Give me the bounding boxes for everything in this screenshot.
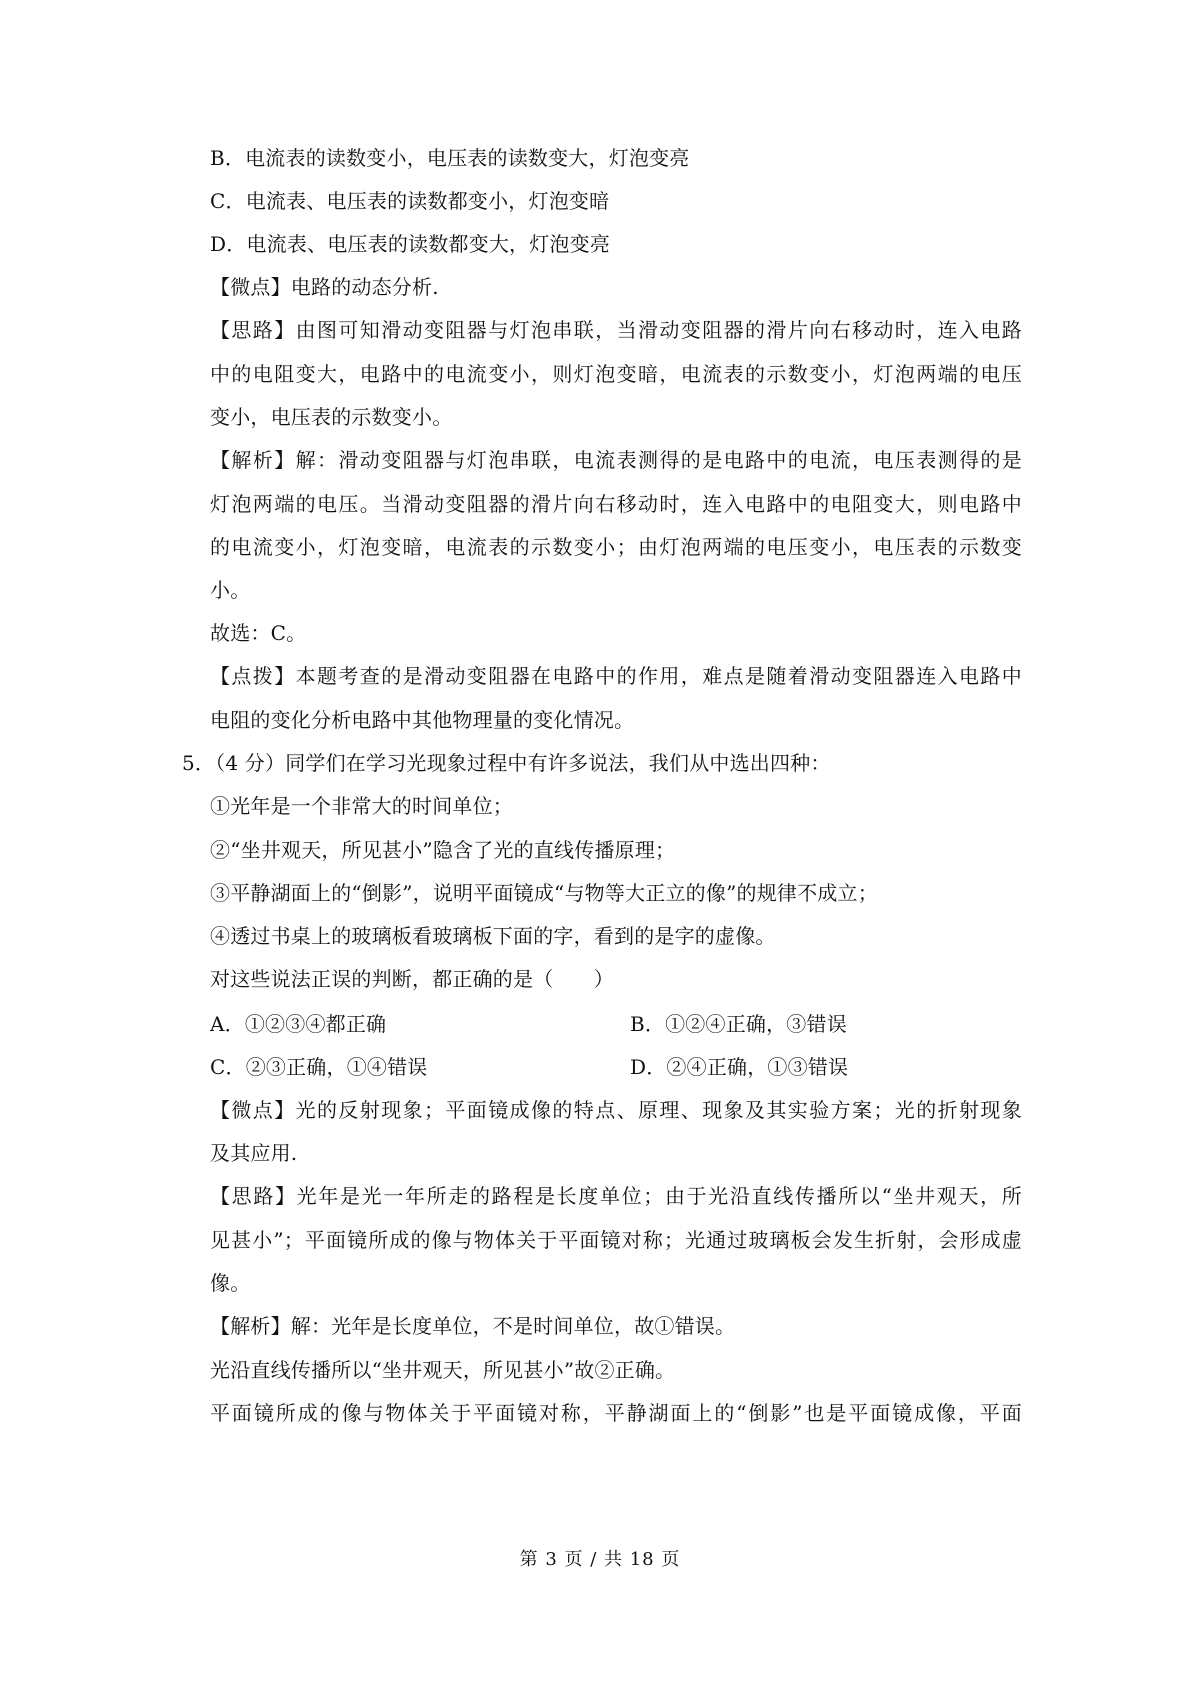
q5-analysis-line-2: 光沿直线传播所以“坐井观天，所见甚小”故②正确。 <box>210 1358 676 1382</box>
q5-approach-line-3: 像。 <box>210 1271 251 1295</box>
statement-1: ①光年是一个非常大的时间单位； <box>210 794 513 818</box>
comment-line-1: 【点拨】本题考查的是滑动变阻器在电路中的作用，难点是随着滑动变阻器连入电路中 <box>210 664 1022 688</box>
q5-analysis-line-1: 【解析】解：光年是长度单位，不是时间单位，故①错误。 <box>210 1314 736 1338</box>
option-b-line: B．电流表的读数变小，电压表的读数变大，灯泡变亮 <box>210 146 690 170</box>
answer-line: 故选：C。 <box>210 621 307 645</box>
option-c-line: C．电流表、电压表的读数都变小，灯泡变暗 <box>210 189 610 213</box>
question-5-option-b: B．①②④正确，③错误 <box>630 1012 847 1036</box>
approach-line-3: 变小，电压表的示数变小。 <box>210 405 453 429</box>
approach-line-2: 中的电阻变大，电路中的电流变小，则灯泡变暗，电流表的示数变小，灯泡两端的电压 <box>210 362 1022 386</box>
statement-2: ②“坐井观天，所见甚小”隐含了光的直线传播原理； <box>210 838 676 862</box>
page-footer: 第 3 页 / 共 18 页 <box>519 1549 681 1570</box>
analysis-line-4: 小。 <box>210 578 251 602</box>
knowledge-point-line: 【微点】电路的动态分析. <box>210 275 439 299</box>
approach-line-1: 【思路】由图可知滑动变阻器与灯泡串联，当滑动变阻器的滑片向右移动时，连入电路 <box>210 318 1022 342</box>
q5-analysis-line-3: 平面镜所成的像与物体关于平面镜对称，平静湖面上的“倒影”也是平面镜成像，平面 <box>210 1401 1022 1425</box>
q5-knowledge-point-line-1: 【微点】光的反射现象；平面镜成像的特点、原理、现象及其实验方案；光的折射现象 <box>210 1098 1022 1122</box>
question-5-option-c: C．②③正确，①④错误 <box>210 1055 428 1079</box>
question-5-option-a: A．①②③④都正确 <box>210 1012 387 1036</box>
statement-3: ③平静湖面上的“倒影”，说明平面镜成“与物等大正立的像”的规律不成立； <box>210 881 878 905</box>
comment-line-2: 电阻的变化分析电路中其他物理量的变化情况。 <box>210 708 635 732</box>
q5-approach-line-1: 【思路】光年是光一年所走的路程是长度单位；由于光沿直线传播所以“坐井观天，所 <box>210 1184 1022 1208</box>
question-5-option-d: D．②④正确，①③错误 <box>630 1055 849 1079</box>
question-5-stem: 5．（4 分）同学们在学习光现象过程中有许多说法，我们从中选出四种： <box>182 751 831 775</box>
question-5-prompt: 对这些说法正误的判断，都正确的是（ ） <box>210 967 614 991</box>
statement-4: ④透过书桌上的玻璃板看玻璃板下面的字，看到的是字的虚像。 <box>210 924 776 948</box>
analysis-line-2: 灯泡两端的电压。当滑动变阻器的滑片向右移动时，连入电路中的电阻变大，则电路中 <box>210 492 1022 516</box>
analysis-line-3: 的电流变小，灯泡变暗，电流表的示数变小；由灯泡两端的电压变小，电压表的示数变 <box>210 535 1022 559</box>
option-d-line: D．电流表、电压表的读数都变大，灯泡变亮 <box>210 232 611 256</box>
q5-knowledge-point-line-2: 及其应用. <box>210 1141 298 1165</box>
analysis-line-1: 【解析】解：滑动变阻器与灯泡串联，电流表测得的是电路中的电流，电压表测得的是 <box>210 448 1022 472</box>
q5-approach-line-2: 见甚小”；平面镜所成的像与物体关于平面镜对称；光通过玻璃板会发生折射，会形成虚 <box>210 1228 1022 1252</box>
